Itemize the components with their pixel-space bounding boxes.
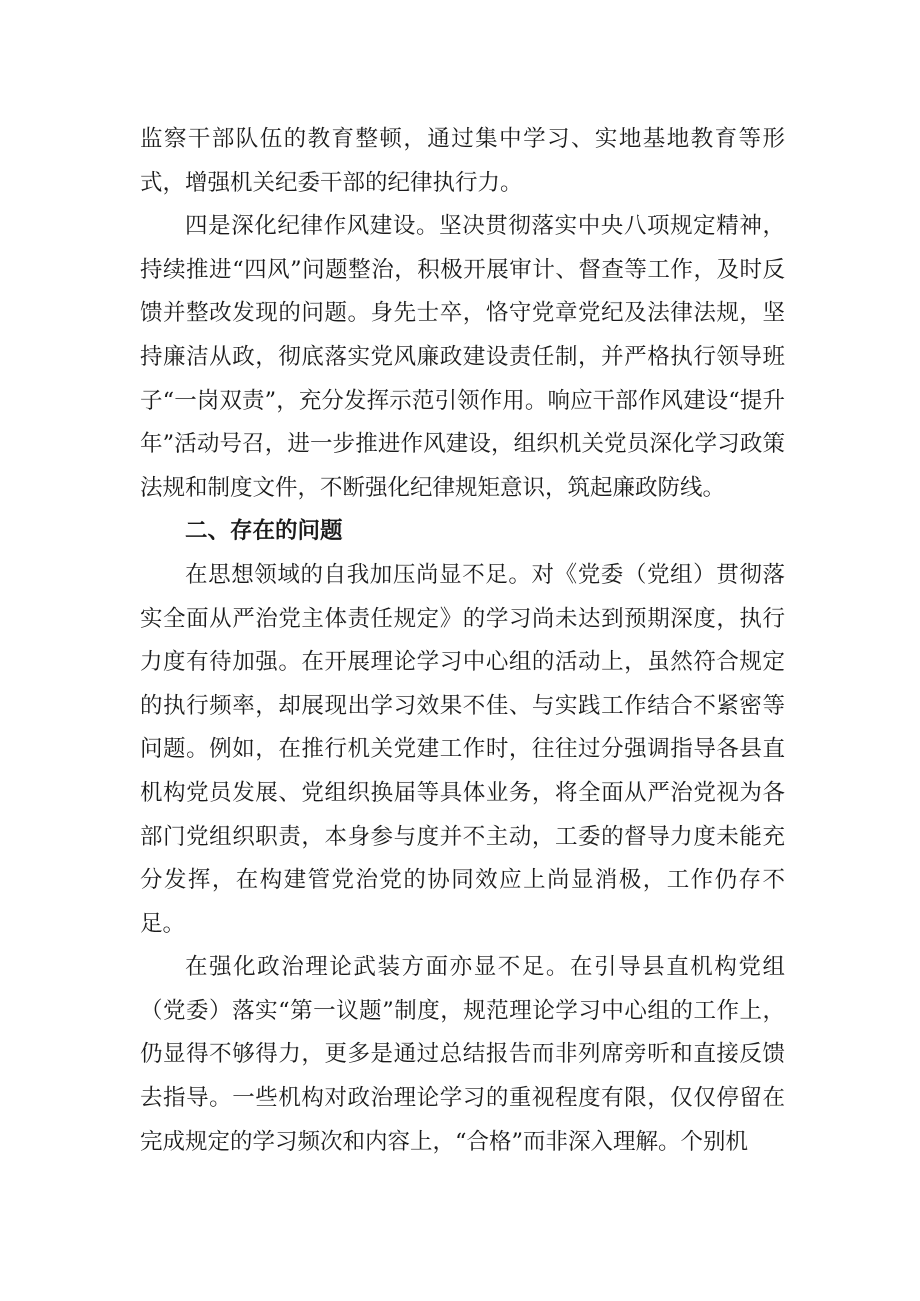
paragraph-political-theory: 在强化政治理论武装方面亦显不足。在引导县直机构党组（党委）落实“第一议题”制度，规范理论学习中心组的工作上，仍显得不够得力，更多是通过总结报告而非列席旁听和直接反馈去指导。一些机构对政治理论学习的重视程度有限，仅仅停留在完成规定的学习频次和内容上，“合格”而非深入理解。个别机 — [140, 954, 785, 1155]
paragraph-ideology: 在思想领域的自我加压尚显不足。对《党委（党组）贯彻落实全面从严治党主体责任规定》的学习尚未达到预期深度，执行力度有待加强。在开展理论学习中心组的活动上，虽然符合规定的执行频率，却展现出学习效果不佳、与实践工作结合不紧密等问题。例如，在推行机关党建工作时，往往过分强调指导各县直机构党员发展、党组织换届等具体业务，将全面从严治党视为各部门党组织职责，本身参与度并不主动，工委的督导力度未能充分发挥，在构建管党治党的协同效应上尚显消极，工作仍存不足。 — [140, 561, 785, 937]
paragraph-discipline-style: 四是深化纪律作风建设。坚决贯彻落实中央八项规定精神，持续推进“四风”问题整治，积极开展审计、督查等工作，及时反馈并整改发现的问题。身先士卒，恪守党章党纪及法律法规，坚持廉洁从政，彻底落实党风廉政建设责任制，并严格执行领导班子“一岗双责”，充分发挥示范引领作用。响应干部作风建设“提升年”活动号召，进一步推进作风建设，组织机关党员深化学习政策法规和制度文件，不断强化纪律规矩意识，筑起廉政防线。 — [140, 213, 785, 501]
section-heading: 二、存在的问题 — [185, 518, 343, 545]
document-body — [140, 118, 785, 1164]
continued-paragraph: 监察干部队伍的教育整顿，通过集中学习、实地基地教育等形式，增强机关纪委干部的纪律执行力。 — [140, 126, 785, 196]
